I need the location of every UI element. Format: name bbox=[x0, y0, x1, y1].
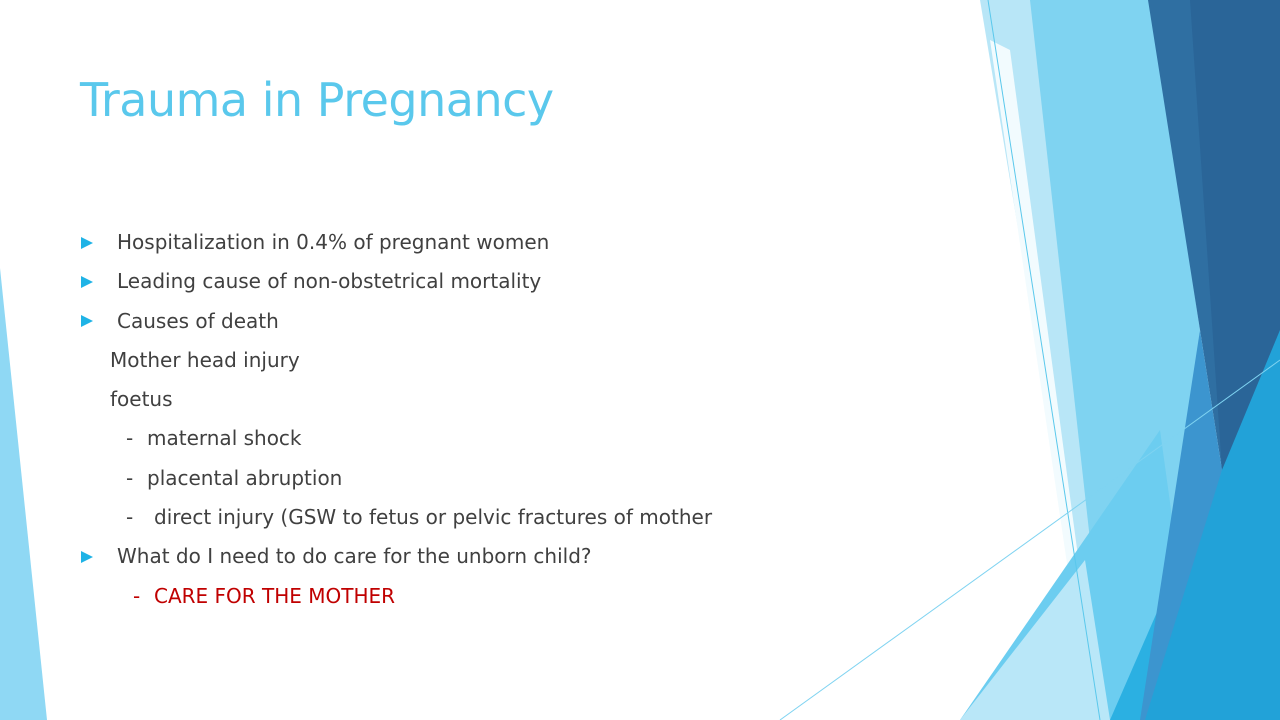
triangle-right-icon bbox=[80, 302, 102, 341]
sub-item-text: placental abruption bbox=[147, 465, 343, 490]
bullet-text: Hospitalization in 0.4% of pregnant women bbox=[117, 230, 550, 254]
foetus-line-text: foetus bbox=[110, 387, 173, 412]
sub-item-text: maternal shock bbox=[147, 426, 302, 451]
sub-item-text: direct injury (GSW to fetus or pelvic fractures of mother bbox=[154, 505, 713, 530]
bullet-text: What do I need to do care for the unborn child? bbox=[117, 544, 592, 569]
bullet-text: Causes of death bbox=[117, 308, 279, 333]
mother-line-text: Mother head injury bbox=[110, 347, 300, 372]
bullet-item bbox=[80, 537, 960, 576]
dash-marker: - bbox=[126, 426, 134, 451]
answer-text: CARE FOR THE MOTHER bbox=[154, 583, 396, 608]
bullet-item bbox=[80, 262, 960, 301]
bullet-item bbox=[80, 223, 960, 262]
indented-line bbox=[80, 341, 960, 380]
sub-item bbox=[80, 498, 960, 537]
dash-marker: - bbox=[126, 505, 134, 530]
bullet-text: Leading cause of non-obstetrical mortality bbox=[117, 269, 542, 294]
triangle-right-icon bbox=[80, 223, 102, 262]
sub-item bbox=[80, 459, 960, 498]
indented-line bbox=[80, 380, 960, 419]
dash-marker: - bbox=[126, 465, 134, 490]
bullet-item bbox=[80, 302, 960, 341]
dash-marker: - bbox=[133, 583, 141, 608]
triangle-right-icon bbox=[80, 262, 102, 301]
answer-line bbox=[80, 577, 960, 616]
left-edge-stripe bbox=[0, 268, 47, 720]
slide-body bbox=[80, 223, 960, 616]
sub-item bbox=[80, 419, 960, 458]
slide-title: Trauma in Pregnancy bbox=[80, 73, 554, 127]
triangle-right-icon bbox=[80, 537, 102, 576]
